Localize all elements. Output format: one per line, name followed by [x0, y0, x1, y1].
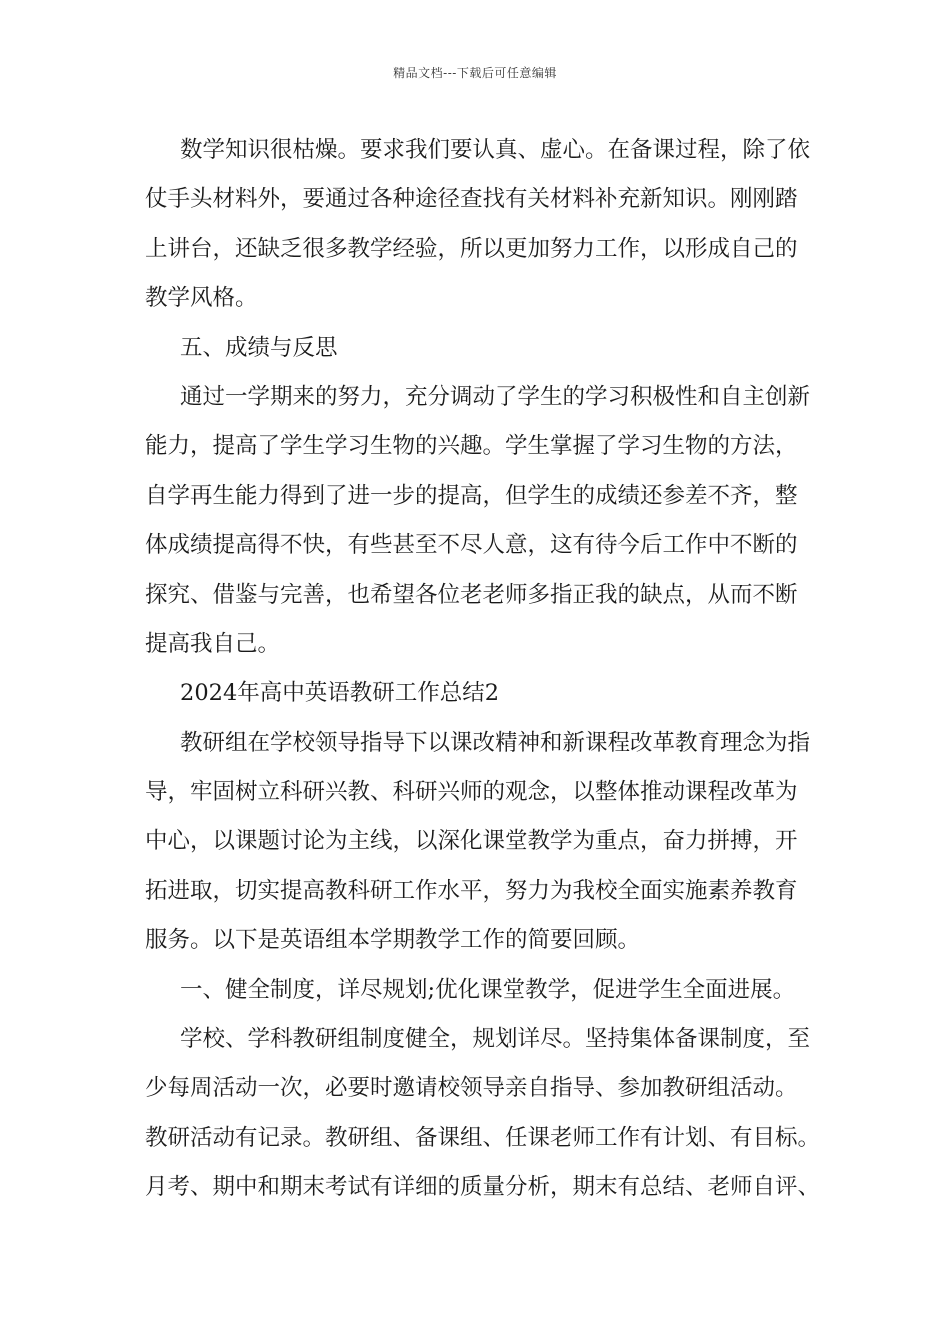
text-line: 上讲台，还缺乏很多教学经验，所以更加努力工作，以形成自己的 [145, 235, 798, 262]
text-line: 导，牢固树立科研兴教、科研兴师的观念，以整体推动课程改革为 [145, 779, 798, 806]
text-line: 教研组在学校领导指导下以课改精神和新课程改革教育理念为指 [180, 729, 811, 756]
text-line: 提高我自己。 [145, 630, 281, 657]
text-line: 一、健全制度，详尽规划;优化课堂教学，促进学生全面进展。 [180, 976, 796, 1003]
text-line: 通过一学期来的努力，充分调动了学生的学习积极性和自主创新 [180, 383, 811, 410]
text-line: 教学风格。 [145, 285, 258, 312]
text-line: 仗手头材料外，要通过各种途径查找有关材料补充新知识。刚刚踏 [145, 186, 798, 213]
document-body [145, 126, 825, 1213]
text-line: 2024年高中英语教研工作总结2 [180, 680, 500, 707]
text-line: 拓进取，切实提高教科研工作水平，努力为我校全面实施素养教育 [145, 877, 798, 904]
text-line: 服务。以下是英语组本学期教学工作的简要回顾。 [145, 927, 641, 954]
text-line: 教研活动有记录。教研组、备课组、任课老师工作有计划、有目标。 [145, 1124, 821, 1151]
text-line: 数学知识很枯燥。要求我们要认真、虚心。在备课过程，除了依 [180, 137, 811, 163]
text-line: 自学再生能力得到了进一步的提高，但学生的成绩还参差不齐，整 [145, 482, 798, 509]
text-line: 能力，提高了学生学习生物的兴趣。学生掌握了学习生物的方法， [145, 433, 798, 460]
page-header: 精品文档---下载后可任意编辑 [393, 66, 557, 80]
text-line: 体成绩提高得不快，有些甚至不尽人意，这有待今后工作中不断的 [145, 532, 798, 559]
text-line: 学校、学科教研组制度健全，规划详尽。坚持集体备课制度，至 [180, 1026, 811, 1053]
text-line: 中心，以课题讨论为主线，以深化课堂教学为重点，奋力拼搏，开 [145, 828, 798, 855]
text-line: 少每周活动一次，必要时邀请校领导亲自指导、参加教研组活动。 [145, 1075, 798, 1102]
text-line: 探究、借鉴与完善，也希望各位老老师多指正我的缺点，从而不断 [145, 581, 798, 608]
text-line: 五、成绩与反思 [180, 334, 338, 361]
text-line: 月考、期中和期末考试有详细的质量分析，期末有总结、老师自评、 [145, 1174, 821, 1201]
